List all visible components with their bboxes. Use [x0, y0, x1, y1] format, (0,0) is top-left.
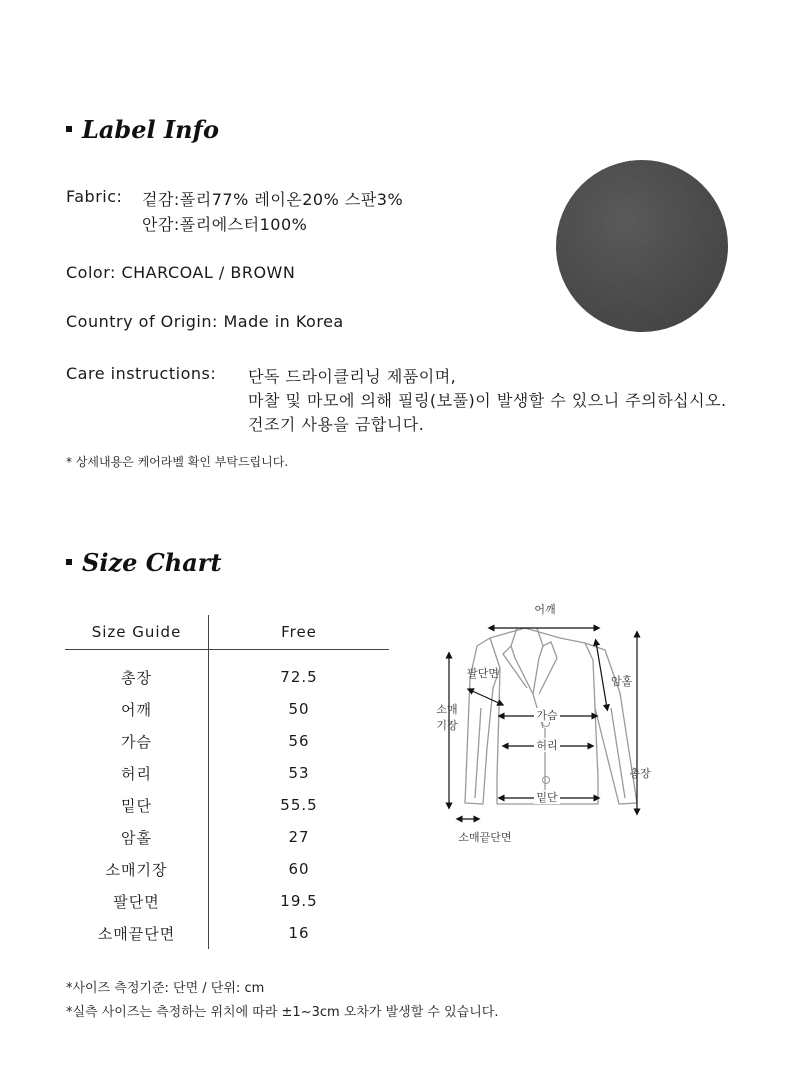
table-row	[65, 821, 389, 853]
row-label: 암홀	[65, 821, 209, 853]
arm-width-arrow	[470, 690, 501, 704]
header-size-guide: Size Guide	[65, 615, 209, 650]
size-chart-title-text: Size Chart	[82, 548, 222, 577]
row-label: 가슴	[65, 725, 209, 757]
label-hem: 밑단	[536, 791, 558, 804]
row-value: 16	[288, 924, 310, 942]
title-bullet	[66, 126, 72, 132]
row-value: 50	[288, 700, 310, 718]
table-row	[65, 650, 389, 694]
fabric-lining: 안감:폴리에스터100%	[142, 215, 308, 234]
label-cuff: 소매끝단면	[458, 831, 512, 844]
row-label: 허리	[65, 757, 209, 789]
fabric-outer: 겉감:폴리77% 레이온20% 스판3%	[142, 190, 404, 209]
table-row	[65, 917, 389, 949]
care-label: Care instructions:	[66, 364, 217, 383]
label-sleeve-length-2: 기장	[436, 719, 458, 732]
fabric-swatch	[556, 160, 728, 332]
label-info-title	[66, 115, 219, 144]
label-armhole: 암홀	[611, 675, 633, 688]
row-value: 53	[288, 764, 310, 782]
label-shoulder: 어깨	[534, 603, 556, 616]
fabric-label: Fabric:	[66, 187, 123, 206]
jacket-diagram	[415, 598, 675, 858]
care-line-3: 건조기 사용을 금합니다.	[248, 415, 425, 434]
row-value: 56	[288, 732, 310, 750]
table-row	[65, 885, 389, 917]
row-value: 19.5	[280, 892, 318, 910]
header-free: Free	[209, 615, 390, 650]
title-bullet	[66, 559, 72, 565]
table-row	[65, 693, 389, 725]
row-label: 총장	[65, 650, 209, 694]
label-arm-width: 팔단면	[467, 667, 499, 680]
care-line-1: 단독 드라이클리닝 제품이며,	[248, 367, 457, 386]
row-label: 밑단	[65, 789, 209, 821]
table-row	[65, 789, 389, 821]
size-note-1: *사이즈 측정기준: 단면 / 단위: cm	[66, 981, 265, 996]
row-value: 27	[288, 828, 310, 846]
label-info-title-text: Label Info	[82, 115, 219, 144]
table-row	[65, 725, 389, 757]
label-waist: 허리	[536, 739, 558, 752]
label-chest: 가슴	[536, 709, 558, 722]
table-row	[65, 853, 389, 885]
care-note: * 상세내용은 케어라벨 확인 부탁드립니다.	[66, 455, 289, 469]
row-label: 팔단면	[65, 885, 209, 917]
label-sleeve-length-1: 소매	[436, 703, 458, 716]
table-header-row	[65, 615, 389, 650]
row-label: 소매끝단면	[65, 917, 209, 949]
row-label: 소매기장	[65, 853, 209, 885]
size-table	[65, 615, 389, 949]
row-value: 60	[288, 860, 310, 878]
row-value: 72.5	[280, 668, 318, 686]
color-line: Color: CHARCOAL / BROWN	[66, 263, 296, 282]
row-label: 어깨	[65, 693, 209, 725]
origin-line: Country of Origin: Made in Korea	[66, 312, 344, 331]
care-line-2: 마찰 및 마모에 의해 필링(보풀)이 발생할 수 있으니 주의하십시오.	[248, 391, 727, 410]
size-note-2: *실측 사이즈는 측정하는 위치에 따라 ±1~3cm 오차가 발생할 수 있습니다.	[66, 1005, 499, 1020]
row-value: 55.5	[280, 796, 318, 814]
size-chart-title	[66, 548, 222, 577]
table-row	[65, 757, 389, 789]
label-total-length: 총장	[629, 767, 651, 780]
